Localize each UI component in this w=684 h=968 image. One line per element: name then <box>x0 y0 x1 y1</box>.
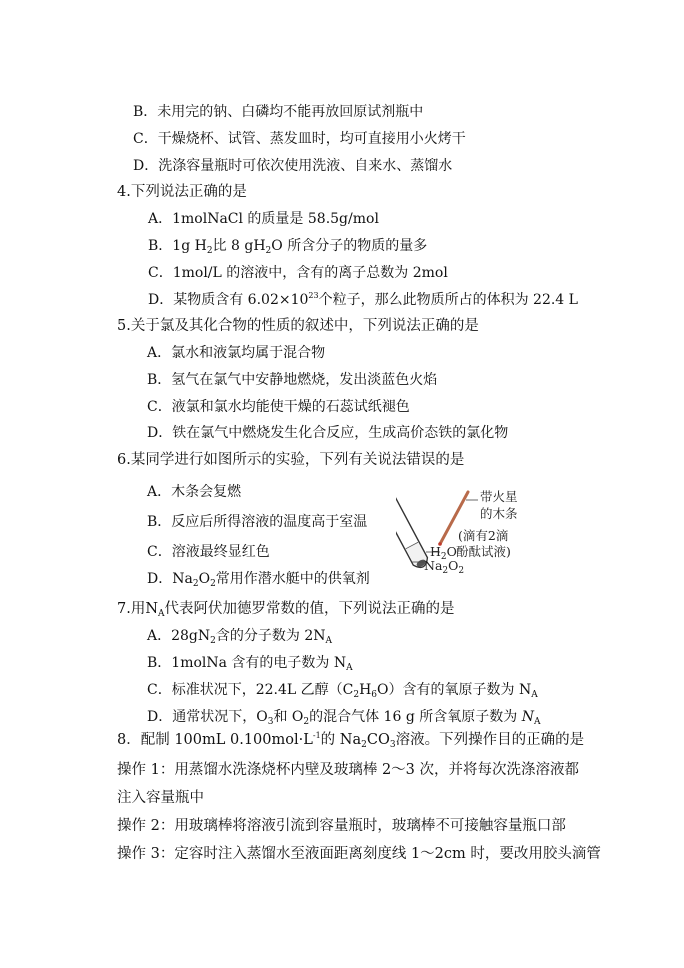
q5-option-d: D．铁在氯气中燃烧发生化合反应，生成高价态铁的氯化物 <box>147 425 509 441</box>
q7-stem: 7.用$N_A$代表阿伏加德罗常数的值，下列说法正确的是 <box>117 601 455 619</box>
q7-option-b: B．1molNa 含有的电子数为 $N_A$ <box>147 655 353 673</box>
q7-option-d: D．通常状况下，$O_3$和 $O_2$的混合气体 16 g 所含氧原子数为 $N_A$ <box>147 709 541 727</box>
q6-stem: 6.某同学进行如图所示的实验，下列有关说法错误的是 <box>117 452 465 468</box>
q6-option-c: C．溶液最终显红色 <box>147 544 270 560</box>
q8-operation-3: 操作 3：定容时注入蒸馏水至液面距离刻度线 1～2cm 时，要改用胶头滴管 <box>117 846 601 862</box>
q8-operation-2: 操作 2：用玻璃棒将溶液引流到容量瓶时，玻璃棒不可接触容量瓶口部 <box>117 818 566 834</box>
q8-operation-1-line1: 操作 1：用蒸馏水洗涤烧杯内壁及玻璃棒 2～3 次，并将每次洗涤溶液都 <box>117 762 580 778</box>
q8-stem: 8．配制 100mL $0.100mol\cdot L^{-1}$的 $Na_2CO_3$溶液。下列操作目的正确的是 <box>117 731 585 750</box>
label-phenolphthalein: 酚酞试液) <box>456 544 511 559</box>
q4-stem: 4.下列说法正确的是 <box>117 184 247 200</box>
q5-option-b: B．氢气在氯气中安静地燃烧，发出淡蓝色火焰 <box>147 372 438 388</box>
q8-operation-1-line2: 注入容量瓶中 <box>117 790 204 806</box>
q3-option-b: B．未用完的钠、白磷均不能再放回原试剂瓶中 <box>133 104 424 120</box>
label-water: $H_2O$ <box>430 544 457 562</box>
q4-option-c: C．1mol/L 的溶液中，含有的离子总数为 2mol <box>148 265 448 281</box>
q4-option-a: A．1molNaCl 的质量是 58.5g/mol <box>148 211 379 227</box>
q5-option-c: C．液氯和氯水均能使干燥的石蕊试纸褪色 <box>147 399 410 415</box>
q6-option-d: D．$Na_2O_2$常用作潜水艇中的供氧剂 <box>147 571 370 589</box>
q6-option-b: B．反应后所得溶液的温度高于室温 <box>147 514 368 530</box>
q5-stem: 5.关于氯及其化合物的性质的叙述中，下列说法正确的是 <box>117 318 479 334</box>
label-splint-line1: 带火星 <box>480 489 518 504</box>
label-drops: (滴有2滴 <box>458 528 509 543</box>
q7-option-a: A．$28gN_2$含的分子数为 $2N_A$ <box>147 628 332 646</box>
q3-option-c: C．干燥烧杯、试管、蒸发皿时，均可直接用小火烤干 <box>133 131 466 147</box>
q5-option-a: A．氯水和液氯均属于混合物 <box>147 345 326 361</box>
q7-option-c: C．标准状况下，22.4L 乙醇$(C_2H_6O)$含有的氧原子数为 $N_A$ <box>147 682 538 700</box>
q4-option-b: B．1g $H_2$比 8 $gH_2O$ 所含分子的物质的量多 <box>148 238 428 256</box>
q4-option-d: D．某物质含有 $6.02\times 10^{23}$个粒子，那么此物质所占的体积为 22.4 L <box>148 291 578 308</box>
q3-option-d: D．洗涤容量瓶时可依次使用洗液、自来水、蒸馏水 <box>133 158 453 174</box>
q6-option-a: A．木条会复燃 <box>147 484 242 500</box>
label-splint-line2: 的木条 <box>480 506 518 521</box>
experiment-figure <box>396 486 536 578</box>
label-sodium-peroxide: $Na_2O_2$ <box>424 558 465 576</box>
